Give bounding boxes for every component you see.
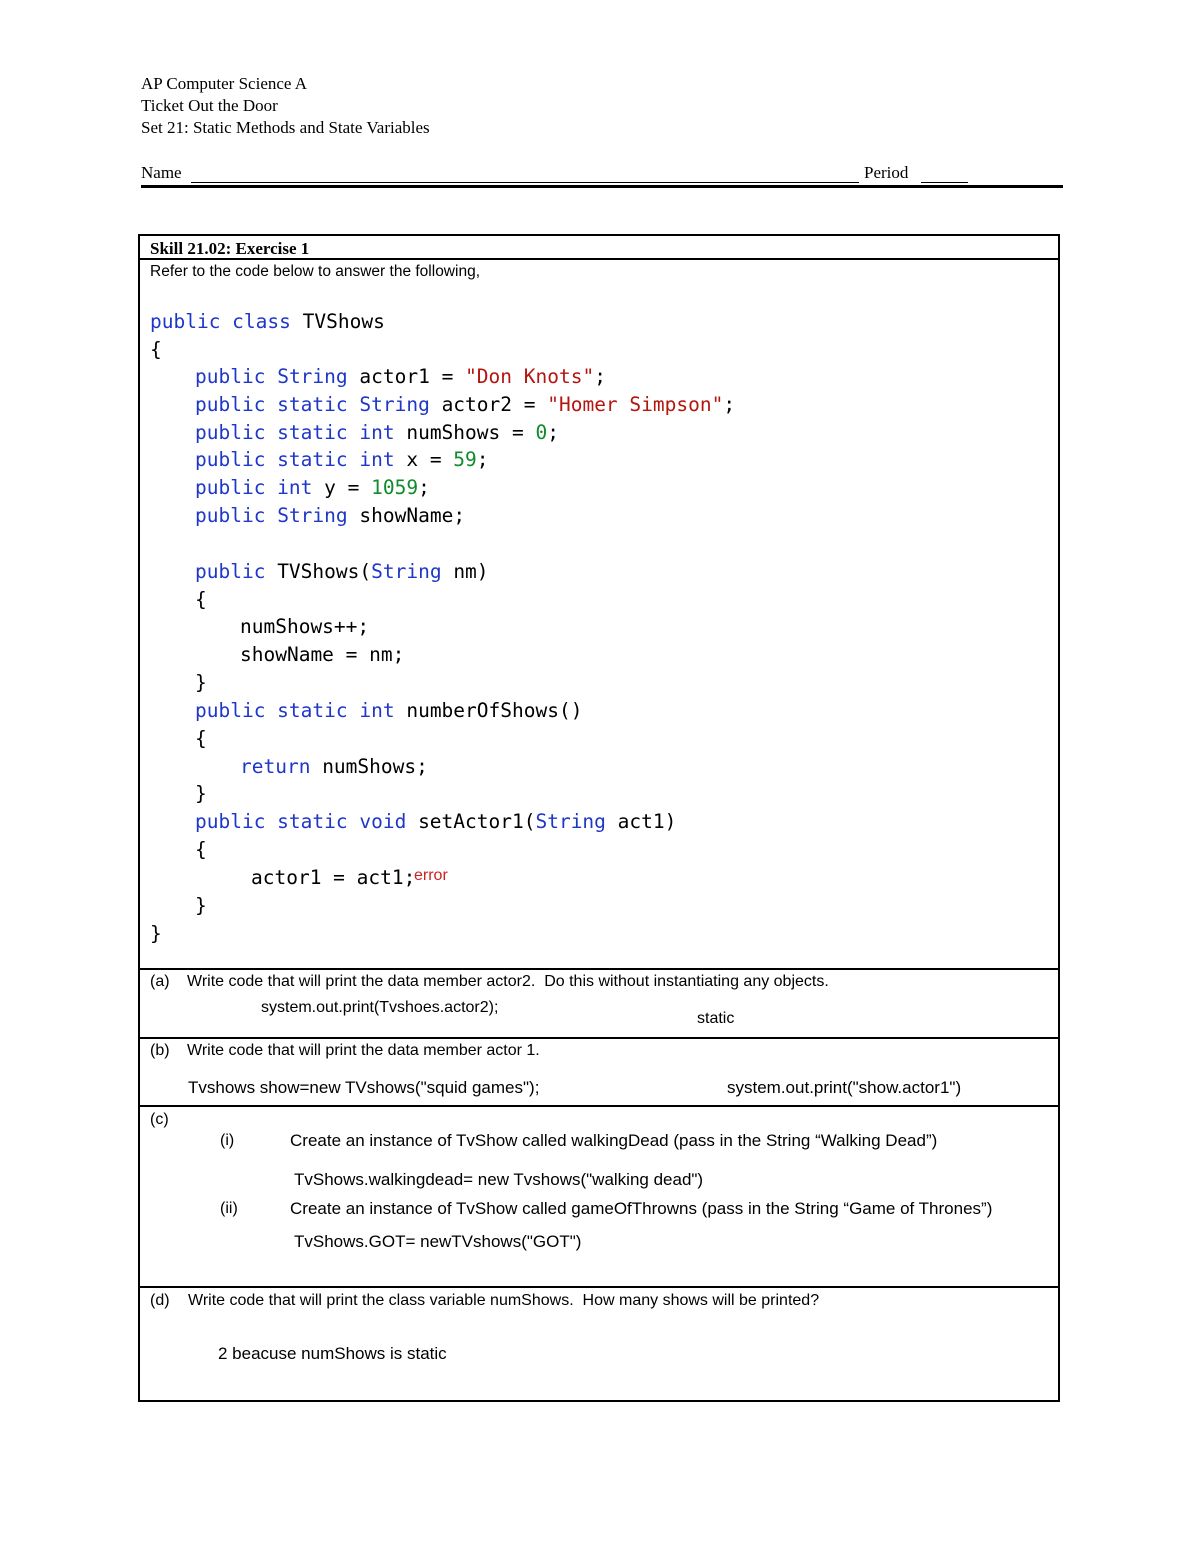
code-text: } <box>195 894 207 917</box>
code-keyword: String <box>359 393 430 416</box>
code-text: numShows++; <box>240 615 370 638</box>
code-string: "Don Knots" <box>465 365 595 388</box>
code-text: TVShows <box>290 310 385 333</box>
period-label: Period <box>864 163 909 182</box>
error-annotation: error <box>414 867 448 884</box>
question-c-ii-label: (ii) <box>220 1200 238 1217</box>
exercise-title: Skill 21.02: Exercise 1 <box>150 239 310 258</box>
code-line <box>195 894 207 917</box>
name-label: Name <box>141 163 182 182</box>
name-period-line <box>141 163 1063 187</box>
answer-d: 2 beacuse numShows is static <box>218 1344 447 1363</box>
code-text: TVShows( <box>265 560 372 583</box>
question-a-label: (a) <box>150 973 170 990</box>
answer-a-note: static <box>697 1010 735 1027</box>
question-c-ii-text: Create an instance of TvShow called gameOfThrowns (pass in the String “Game of Thrones”) <box>290 1199 993 1218</box>
question-d-label: (d) <box>150 1292 170 1309</box>
code-keyword: String <box>371 560 442 583</box>
code-line <box>195 448 489 471</box>
code-text: actor2 = <box>429 393 548 416</box>
code-text: ; <box>594 365 606 388</box>
code-text: { <box>150 338 162 361</box>
question-d-text: Write code that will print the class variable numShows. How many shows will be printed? <box>188 1292 820 1309</box>
code-text: x = <box>394 448 454 471</box>
code-line <box>195 588 207 611</box>
code-keyword: public <box>195 365 266 388</box>
code-keyword: public static void <box>195 810 407 833</box>
code-text: } <box>150 922 162 945</box>
code-keyword: public <box>195 560 266 583</box>
code-number: 0 <box>535 421 548 444</box>
code-string: "Homer Simpson" <box>547 393 724 416</box>
code-text: actor1 = act1; <box>251 866 416 889</box>
code-number: 1059 <box>371 476 419 499</box>
code-text: ; <box>547 421 559 444</box>
code-keyword: public static <box>195 393 348 416</box>
code-line <box>150 338 162 361</box>
code-keyword: public class <box>150 310 291 333</box>
code-text: act1) <box>605 810 677 833</box>
code-line <box>150 922 162 945</box>
code-line <box>240 643 404 666</box>
question-c-label: (c) <box>150 1111 169 1128</box>
code-line <box>150 310 385 333</box>
code-text: numberOfShows() <box>394 699 583 722</box>
divider <box>140 1037 1058 1039</box>
set-title: Set 21: Static Methods and State Variables <box>141 118 430 137</box>
code-keyword: public <box>195 504 266 527</box>
answer-a: system.out.print(Tvshoes.actor2); <box>261 999 499 1016</box>
question-b-text: Write code that will print the data member actor 1. <box>187 1042 540 1059</box>
divider <box>140 1105 1058 1107</box>
answer-c-ii: TvShows.GOT= newTVshows("GOT") <box>294 1232 582 1251</box>
code-text: numShows = <box>394 421 536 444</box>
code-text: setActor1( <box>406 810 536 833</box>
code-text: } <box>195 671 207 694</box>
code-line <box>195 393 735 416</box>
exercise-box <box>138 234 1060 1402</box>
code-text: showName = nm; <box>240 643 405 666</box>
question-c-i-label: (i) <box>220 1132 235 1149</box>
code-line <box>195 504 465 527</box>
code-text: { <box>195 838 207 861</box>
code-line <box>195 782 207 805</box>
code-text: actor1 = <box>347 365 466 388</box>
code-line <box>251 866 415 889</box>
code-line <box>195 671 207 694</box>
code-text: ; <box>476 448 489 471</box>
code-line <box>195 727 207 750</box>
code-text: numShows; <box>310 755 428 778</box>
code-keyword: public static int <box>195 448 395 471</box>
code-keyword: String <box>277 365 348 388</box>
exercise-intro: Refer to the code below to answer the following, <box>150 263 480 280</box>
period-blank[interactable] <box>921 182 968 183</box>
code-line <box>195 810 676 833</box>
question-c-i-text: Create an instance of TvShow called walkingDead (pass in the String “Walking Dead”) <box>290 1131 938 1150</box>
code-text: ; <box>418 476 430 499</box>
code-number: 59 <box>453 448 477 471</box>
worksheet-subtitle: Ticket Out the Door <box>141 96 278 115</box>
code-text: ; <box>723 393 736 416</box>
code-text: y = <box>312 476 372 499</box>
header-rule <box>141 185 1063 188</box>
name-blank[interactable] <box>191 182 859 183</box>
code-line <box>195 421 559 444</box>
code-line <box>195 560 489 583</box>
code-line <box>195 699 582 722</box>
divider <box>140 1286 1058 1288</box>
question-a-text: Write code that will print the data member actor2. Do this without instantiating any objects. <box>187 973 829 990</box>
code-line <box>195 838 207 861</box>
code-keyword: public int <box>195 476 313 499</box>
code-line <box>195 476 430 499</box>
question-b-label: (b) <box>150 1042 170 1059</box>
code-keyword: public static int <box>195 421 395 444</box>
answer-c-i: TvShows.walkingdead= new Tvshows("walking dead") <box>294 1170 704 1189</box>
course-title: AP Computer Science A <box>141 74 308 93</box>
code-keyword: String <box>277 504 348 527</box>
code-text: showName; <box>347 504 466 527</box>
code-line <box>195 365 606 388</box>
code-text: { <box>195 588 207 611</box>
answer-b-print: system.out.print("show.actor1") <box>727 1078 962 1097</box>
answer-b-instance: Tvshows show=new TVshows("squid games"); <box>188 1078 540 1097</box>
code-text: { <box>195 727 207 750</box>
code-line <box>240 755 428 778</box>
code-keyword: return <box>240 755 311 778</box>
divider <box>140 258 1058 260</box>
code-text: } <box>195 782 207 805</box>
code-text: nm) <box>441 560 489 583</box>
code-line <box>240 615 369 638</box>
code-keyword: String <box>535 810 606 833</box>
divider <box>140 968 1058 970</box>
code-keyword: public static int <box>195 699 395 722</box>
